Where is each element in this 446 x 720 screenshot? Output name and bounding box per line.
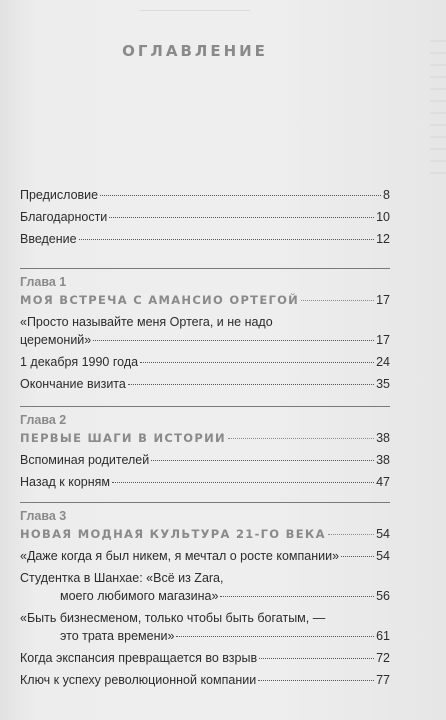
- toc-entry: Предисловие 8: [20, 188, 390, 202]
- chapter-label: Глава 3: [20, 509, 67, 523]
- toc-entry: это трата времени» 61: [60, 629, 390, 643]
- chapter-divider: [20, 268, 390, 269]
- bleed-through-header: [140, 0, 250, 11]
- bleed-through-text: [430, 30, 446, 180]
- toc-entry: Благодарности 10: [20, 210, 390, 224]
- chapter-1: [20, 258, 390, 399]
- toc-entry-line: Студентка в Шанхае: «Всё из Zara,: [20, 571, 224, 585]
- front-matter: [20, 188, 390, 254]
- toc-entry-line: «Просто называйте меня Ортега, и не надо: [20, 315, 273, 329]
- toc-entry: 1 декабря 1990 года 24: [20, 355, 390, 369]
- chapter-3: [20, 492, 390, 695]
- toc-entry: моего любимого магазина» 56: [60, 589, 390, 603]
- toc-entry-line: «Быть бизнесменом, только чтобы быть богатым, —: [20, 611, 326, 625]
- toc-entry: Введение 12: [20, 232, 390, 246]
- chapter-divider: [20, 502, 390, 503]
- chapter-label: Глава 2: [20, 413, 67, 427]
- toc-entry: Когда экспансия превращается во взрыв 72: [20, 651, 390, 665]
- chapter-divider: [20, 406, 390, 407]
- toc-entry: Назад к корням 47: [20, 475, 390, 489]
- chapter-title: МОЯ ВСТРЕЧА С АМАНСИО ОРТЕГОЙ 17: [20, 293, 390, 307]
- chapter-label: Глава 1: [20, 275, 67, 289]
- page-title: ОГЛАВЛЕНИЕ: [122, 42, 268, 60]
- toc-entry: «Даже когда я был никем, я мечтал о росте компании» 54: [20, 549, 390, 563]
- toc-entry: Вспоминая родителей 38: [20, 453, 390, 467]
- toc-entry: церемоний» 17: [20, 333, 390, 347]
- chapter-title: ПЕРВЫЕ ШАГИ В ИСТОРИИ 38: [20, 431, 390, 445]
- chapter-2: [20, 396, 390, 497]
- chapter-title: НОВАЯ МОДНАЯ КУЛЬТУРА 21-ГО ВЕКА 54: [20, 527, 390, 541]
- toc-entry: Ключ к успеху революционной компании 77: [20, 673, 390, 687]
- toc-entry: Окончание визита 35: [20, 377, 390, 391]
